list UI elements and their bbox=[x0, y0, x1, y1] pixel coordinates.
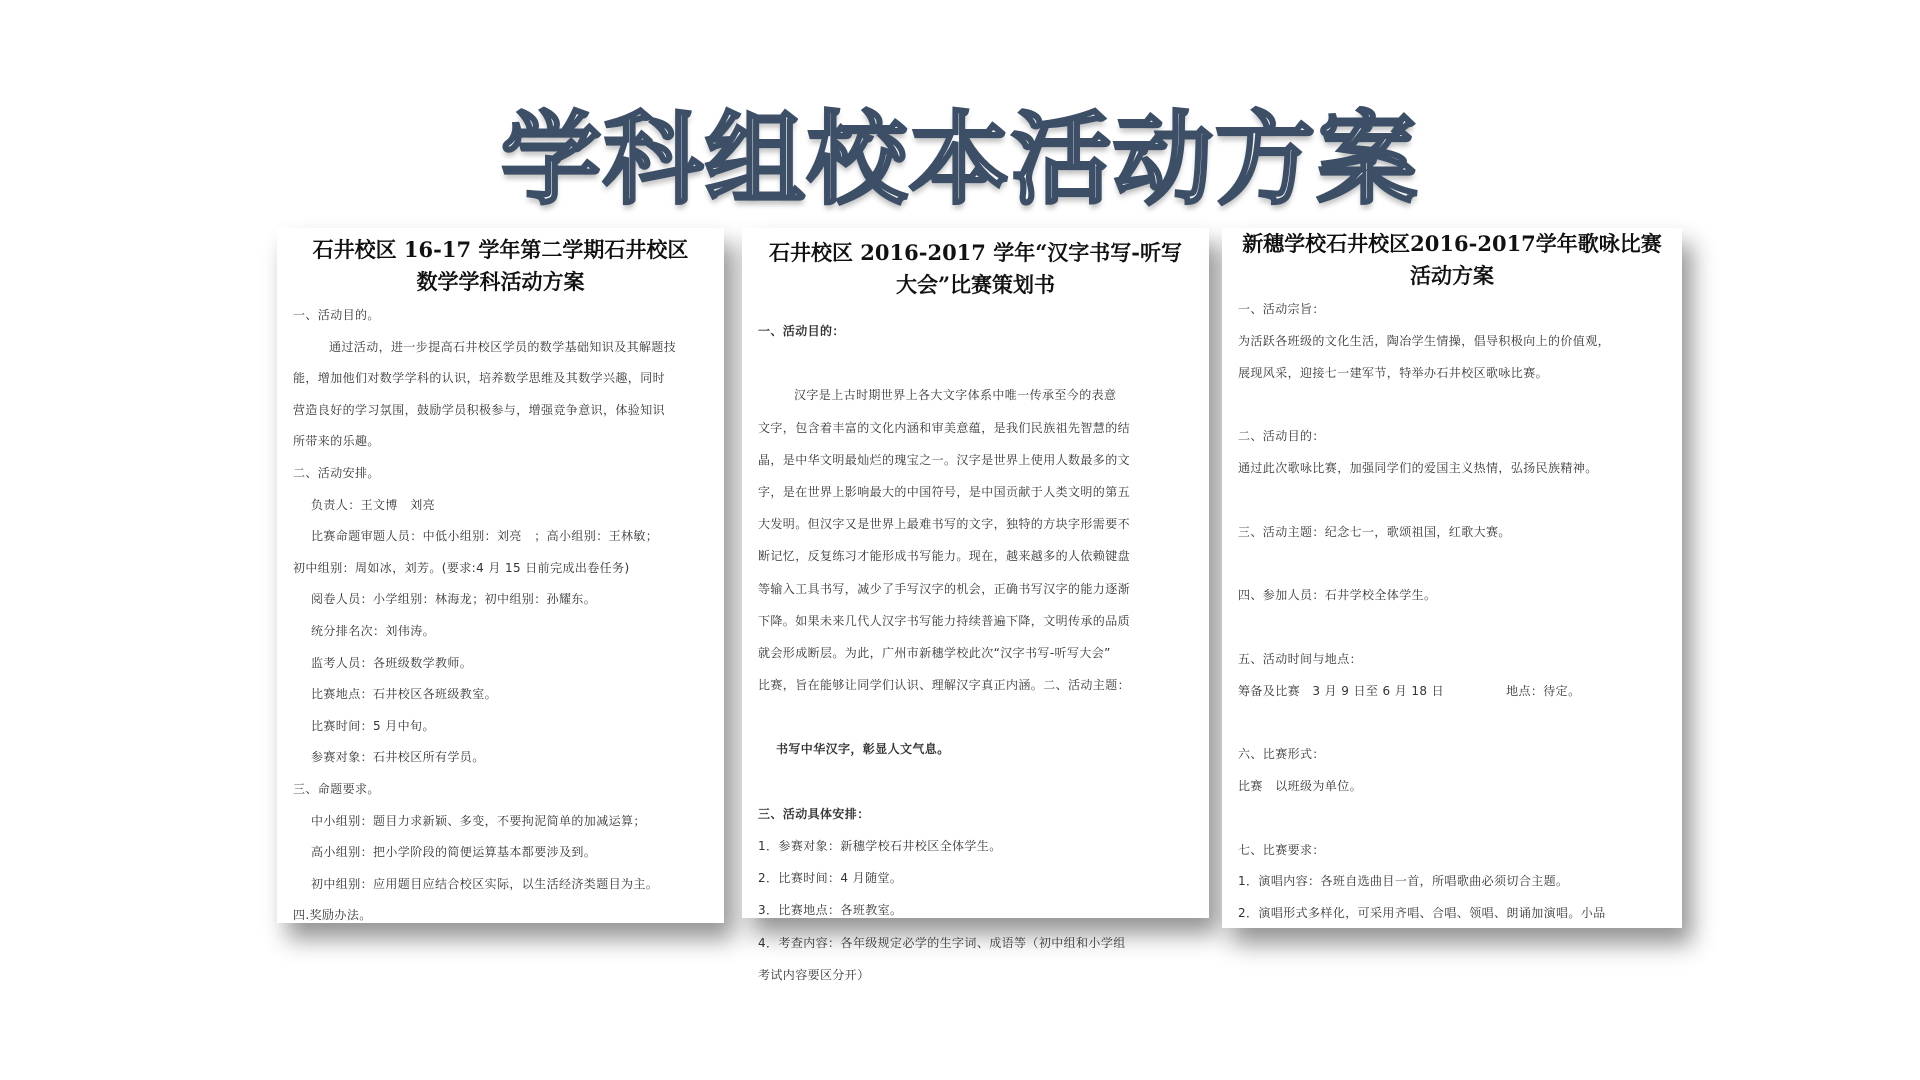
document-line: 一、活动宗旨： bbox=[1238, 302, 1325, 316]
document-line: 二、活动安排。 bbox=[293, 465, 380, 480]
document-title-line: 活动方案 bbox=[1410, 263, 1494, 288]
document-line: 统分排名次：刘伟涛。 bbox=[311, 623, 436, 638]
document-line: 初中组别：应用题目应结合校区实际，以生活经济类题目为主。 bbox=[311, 876, 659, 891]
document-body bbox=[1222, 294, 1682, 930]
document-line: 考试内容要区分开） bbox=[758, 967, 870, 982]
document-line: 四.奖励办法。 bbox=[293, 908, 372, 923]
document-line: 比赛 以班级为单位。 bbox=[1238, 778, 1363, 793]
document-line: 所带来的乐趣。 bbox=[293, 434, 380, 449]
document-line: 五、活动时间与地点： bbox=[1238, 651, 1363, 666]
document-line: 二、活动目的： bbox=[1238, 429, 1325, 444]
document-title bbox=[742, 228, 1209, 301]
document-line: 2．演唱形式多样化，可采用齐唱、合唱、领唱、朗诵加演唱。小品 bbox=[1238, 906, 1606, 921]
document-line: 4．考查内容：各年级规定必学的生字词、成语等（初中组和小学组 bbox=[758, 935, 1126, 950]
document-line bbox=[758, 766, 1199, 798]
document-line: 字，是在世界上影响最大的中国符号，是中国贡献于人类文明的第五 bbox=[758, 484, 1131, 499]
document-body bbox=[277, 300, 724, 932]
document-line bbox=[1238, 389, 1672, 421]
document-line: 展现风采，迎接七一建军节，特举办石井校区歌咏比赛。 bbox=[1238, 365, 1549, 380]
document-title bbox=[277, 228, 724, 298]
document-line: 1．参赛对象：新穗学校石井校区全体学生。 bbox=[758, 839, 1002, 853]
document-line: 3．比赛地点：各班教室。 bbox=[758, 903, 903, 918]
document-line: 筹备及比赛 3 月 9 日至 6 月 18 日 地点：待定。 bbox=[1238, 683, 1581, 698]
document-line: 下降。如果未来几代人汉字书写能力持续普遍下降，文明传承的品质 bbox=[758, 613, 1131, 628]
document-line: 文字，包含着丰富的文化内涵和审美意蕴，是我们民族祖先智慧的结 bbox=[758, 420, 1131, 435]
document-title-line: 数学学科活动方案 bbox=[416, 269, 585, 294]
document-line bbox=[1238, 485, 1672, 517]
document-line: 比赛地点：石井校区各班级教室。 bbox=[311, 687, 498, 702]
document-line: 一、活动目的： bbox=[758, 324, 845, 338]
document-line: 晶，是中华文明最灿烂的瑰宝之一。汉字是世界上使用人数最多的文 bbox=[758, 452, 1131, 467]
document-line: 通过活动，进一步提高石井校区学员的数学基础知识及其解题技 bbox=[329, 339, 677, 354]
document-line bbox=[1238, 612, 1672, 644]
document-line: 为活跃各班级的文化生活，陶冶学生情操，倡导积极向上的价值观， bbox=[1238, 333, 1611, 348]
document-line: 初中组别：周如冰，刘芳。(要求:4 月 15 日前完成出卷任务) bbox=[293, 560, 630, 575]
document-title-line: 石井校区 2016-2017 学年“汉字书写-听写 bbox=[768, 240, 1183, 265]
document-line: 中小组别：题目力求新颖、多变，不要拘泥简单的加减运算； bbox=[311, 813, 646, 828]
document-line: 等输入工具书写，减少了手写汉字的机会，正确书写汉字的能力逐渐 bbox=[758, 581, 1131, 596]
document-title bbox=[1222, 228, 1682, 292]
document-line bbox=[758, 701, 1199, 733]
document-line bbox=[1238, 803, 1672, 835]
document-line: 比赛，旨在能够让同学们认识、理解汉字真正内涵。二、活动主题： bbox=[758, 678, 1131, 693]
document-line bbox=[1238, 707, 1672, 739]
document-line: 七、比赛要求： bbox=[1238, 842, 1325, 857]
document-line: 阅卷人员：小学组别：林海龙；初中组别：孙耀东。 bbox=[311, 592, 597, 607]
document-line: 比赛时间：5 月中旬。 bbox=[311, 718, 435, 733]
document-line: 一、活动目的。 bbox=[293, 308, 380, 322]
document-line: 负责人：王文博 刘亮 bbox=[311, 497, 436, 512]
document-title-line: 大会”比赛策划书 bbox=[895, 272, 1056, 297]
document-line bbox=[758, 347, 1199, 379]
document-line: 四、参加人员：石井学校全体学生。 bbox=[1238, 588, 1437, 603]
document-singing-plan bbox=[1222, 228, 1682, 928]
document-line: 断记忆，反复练习才能形成书写能力。现在，越来越多的人依赖键盘 bbox=[758, 549, 1131, 564]
document-line: 就会形成断层。为此，广州市新穗学校此次“汉字书写-听写大会” bbox=[758, 645, 1111, 660]
document-line: 书写中华汉字，彰显人文气息。 bbox=[776, 742, 950, 757]
document-line: 三、活动主题：纪念七一，歌颂祖国，红歌大赛。 bbox=[1238, 524, 1511, 539]
document-line: 三、活动具体安排： bbox=[758, 806, 870, 821]
document-line: 比赛命题审题人员：中低小组别：刘亮 ；高小组别：王林敏； bbox=[311, 529, 659, 544]
document-line: 参赛对象：石井校区所有学员。 bbox=[311, 750, 485, 765]
document-line: 大发明。但汉字又是世界上最难书写的文字，独特的方块字形需要不 bbox=[758, 517, 1131, 532]
document-line: 六、比赛形式： bbox=[1238, 747, 1325, 762]
slide-title: 学科组校本活动方案 bbox=[501, 101, 1419, 218]
document-math-plan bbox=[277, 228, 724, 923]
document-line: 监考人员：各班级数学教师。 bbox=[311, 655, 473, 670]
document-title-line: 新穗学校石井校区2016-2017学年歌咏比赛 bbox=[1242, 231, 1662, 256]
document-line: 1．演唱内容：各班自选曲目一首，所唱歌曲必须切合主题。 bbox=[1238, 874, 1569, 889]
document-line bbox=[1238, 548, 1672, 580]
document-line: 三、命题要求。 bbox=[293, 781, 380, 796]
document-line: 2．比赛时间：4 月随堂。 bbox=[758, 871, 903, 886]
document-line: 通过此次歌咏比赛，加强同学们的爱国主义热情，弘扬民族精神。 bbox=[1238, 460, 1598, 475]
document-body bbox=[742, 315, 1209, 991]
document-line: 汉字是上古时期世界上各大文字体系中唯一传承至今的表意 bbox=[794, 388, 1117, 403]
document-line: 高小组别：把小学阶段的简便运算基本都要涉及到。 bbox=[311, 845, 597, 860]
document-line: 营造良好的学习氛围，鼓励学员积极参与，增强竞争意识，体验知识 bbox=[293, 402, 666, 417]
document-hanzi-plan bbox=[742, 228, 1209, 982]
document-title-line: 石井校区 16-17 学年第二学期石井校区 bbox=[312, 237, 689, 262]
document-line: 能，增加他们对数学学科的认识，培养数学思维及其数学兴趣，同时 bbox=[293, 371, 666, 386]
